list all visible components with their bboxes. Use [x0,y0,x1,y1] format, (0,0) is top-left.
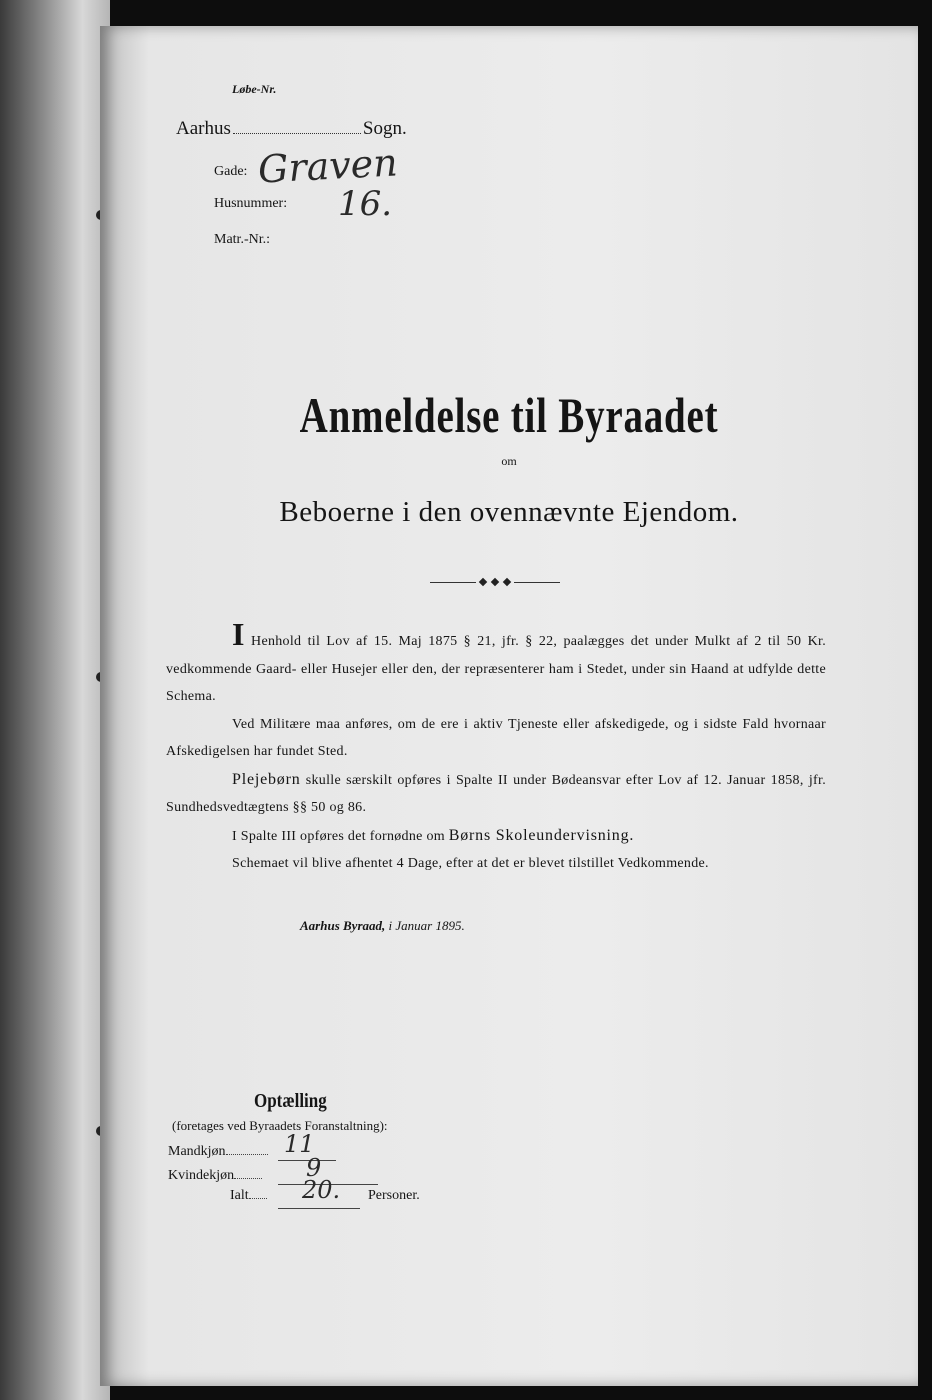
signature-date: i Januar 1895. [388,918,465,933]
page-subtitle: Beboerne i den ovennævnte Ejendom. [279,496,739,528]
left-page-edge [0,0,110,1400]
instruction-paragraph [166,822,826,851]
female-value: 9 [306,1154,322,1182]
instruction-paragraph [166,766,826,822]
instructions [166,616,826,878]
persons-label: Personer. [368,1188,420,1203]
document-page [100,26,918,1386]
street-value: Graven [256,140,399,192]
total-underline [278,1208,360,1209]
parish-line [176,118,407,140]
parish-dotted-line [233,133,361,134]
emphasis-text: Plejebørn [232,770,301,788]
house-number-label: Husnummer: [214,196,288,211]
male-value: 11 [284,1130,315,1158]
total-label: Ialt [230,1188,267,1204]
signature-line [300,918,465,934]
house-number-value: 16. [338,184,393,224]
ornament-divider [430,578,560,588]
matr-label: Matr.-Nr.: [214,232,270,247]
instruction-paragraph: Ved Militære maa anføres, om de ere i aktiv Tjeneste eller afskedigede, og i sidste Fald hvornaar Afskedigelsen har fundet Sted. [166,716,826,759]
parish-label: Sogn. [362,118,407,139]
loebe-nr-label: Løbe-Nr. [232,82,277,96]
signature-authority: Aarhus Byraad, [300,918,386,933]
paragraph-text: skulle særskilt opføres i Spalte II under Bødeansvar efter Lov af 12. Januar 1858, jfr. Sundhedsvedtægtens §§ 50 og 86. [166,772,826,815]
street-label: Gade: [214,164,248,179]
emphasis-text: Børns Skoleundervisning. [448,826,635,844]
total-value: 20. [302,1176,341,1204]
city-label: Aarhus [176,118,231,139]
instruction-paragraph [166,616,826,711]
female-label: Kvindekjøn [168,1168,262,1184]
paragraph-text: Henhold til Lov af 15. Maj 1875 § 21, jfr. § 22, paalægges det under Mulkt af 2 til 50 Kr. vedkommende Gaard- eller Husejer eller den, der repræsenterer ham i Stedet, under sin Haand at udfylde dette Schema. [166,634,826,704]
count-subtitle: (foretages ved Byraadets Foranstaltning): [172,1118,388,1133]
page-title: Anmeldelse til Byraadet [299,387,719,443]
dropcap: I [232,616,245,652]
count-title: Optælling [254,1090,327,1112]
male-label: Mandkjøn [168,1144,268,1160]
title-connector: om [501,454,517,468]
paragraph-text: I Spalte III opføres det fornødne om [232,828,445,844]
instruction-paragraph: Schemaet vil blive afhentet 4 Dage, efter at det er blevet tilstillet Vedkommende. [232,856,709,871]
